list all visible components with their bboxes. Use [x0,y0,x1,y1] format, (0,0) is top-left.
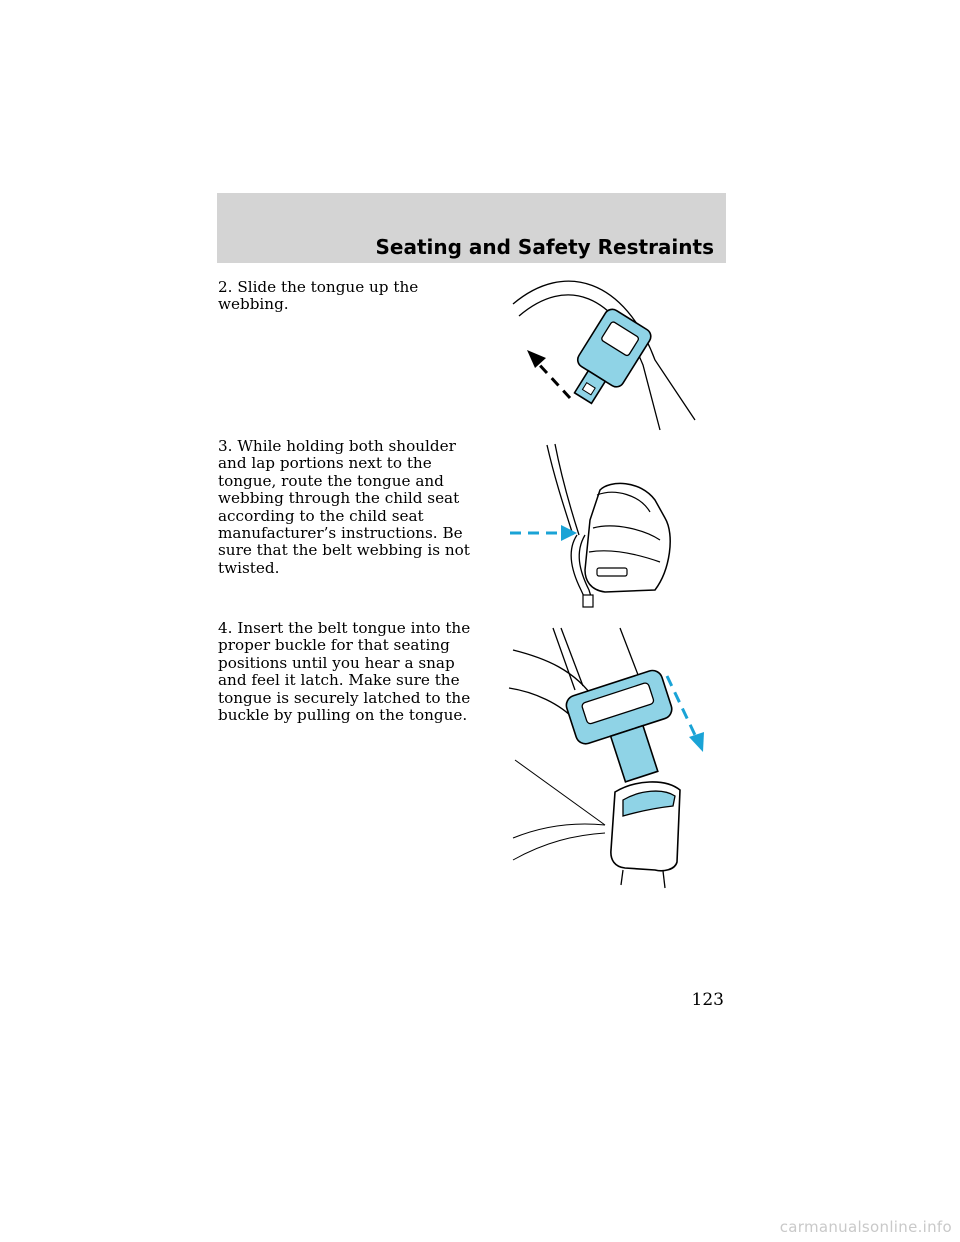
page-number: 123 [691,990,724,1010]
watermark-text: carmanualsonline.info [779,1218,952,1236]
step-2-text: 2. Slide the tongue up the webbing. [218,278,419,314]
step-4-text: 4. Insert the belt tongue into the proper buckle for that seating positions until you hear a snap and feel it latch. Make sure the tongue is securely latched to the buckle by pulling on the tongue. [218,619,471,725]
section-header-band [217,193,726,263]
buckle-insert-illustration [505,620,720,890]
step-3-text: 3. While holding both shoulder and lap portions next to the tongue, route the tongue and webbing through the child seat according to the child seat manufacturer’s instructions. Be sure that the belt webbing is not twisted. [218,437,470,577]
seatbelt-tongue-slide-illustration [505,270,720,435]
section-title: Seating and Safety Restraints [375,235,714,259]
child-seat-routing-illustration [505,440,705,612]
